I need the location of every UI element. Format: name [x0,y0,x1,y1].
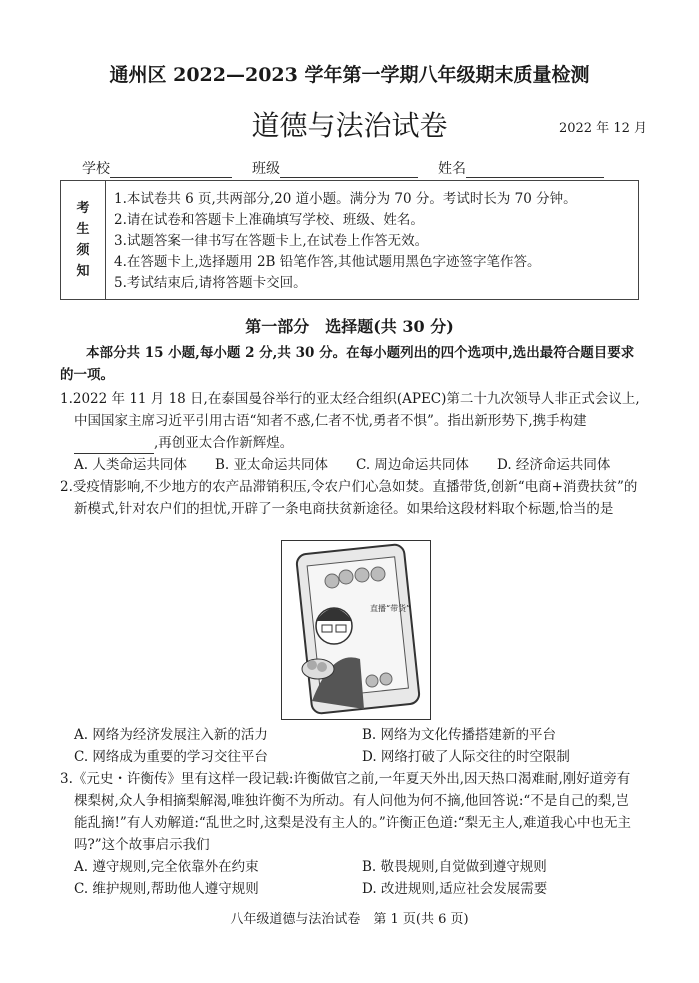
option-c: C. 网络成为重要的学习交往平台 [74,749,268,765]
livestream-illustration [281,540,431,720]
school-field[interactable] [82,158,232,178]
option-d: D. 经济命运共同体 [497,457,611,473]
notice-item: 5.考试结束后,请将答题卡交回。 [114,275,307,291]
question-1 [60,388,640,476]
exam-notice-box [60,180,639,300]
class-label: 班级 [252,161,280,177]
notice-label-char: 须 [76,243,90,258]
notice-items [106,181,577,299]
question-2-stem: 2.受疫情影响,不少地方的农产品滞销积压,令农户们心急如焚。直播带货,创新“电商+消费扶贫”的新模式,针对农户们的担忧,开辟了一条电商扶贫新途径。如果给这段材料取个标题,恰当的是 [60,479,638,517]
notice-label-char: 知 [76,264,90,279]
option-a: A. 遵守规则,完全依靠外在约束 [74,859,259,875]
notice-label-char: 考 [76,201,90,216]
option-d: D. 网络打破了人际交往的时空限制 [362,749,570,765]
option-c: C. 维护规则,帮助他人遵守规则 [74,881,259,897]
question-2 [60,476,640,520]
name-label: 姓名 [438,161,466,177]
question-2-options [60,724,640,768]
notice-item: 1.本试卷共 6 页,共两部分,20 道小题。满分为 70 分。考试时长为 70 分钟。 [114,191,577,207]
option-a: A. 人类命运共同体 [74,457,187,473]
notice-item: 2.请在试卷和答题卡上准确填写学校、班级、姓名。 [114,212,424,228]
option-c: C. 周边命运共同体 [356,457,469,473]
section-intro: 本部分共 15 小题,每小题 2 分,共 30 分。在每小题列出的四个选项中,选出最符合题目要求的一项。 [60,345,635,383]
illustration-caption: 直播“带货” [370,604,411,613]
section-title: 第一部分 选择题(共 30 分) [245,317,454,336]
notice-item: 4.在答题卡上,选择题用 2B 铅笔作答,其他试题用黑色字迹签字笔作答。 [114,254,541,270]
answer-blank [74,439,154,454]
option-b: B. 敬畏规则,自觉做到遵守规则 [362,859,547,875]
notice-label [61,181,106,299]
phone-illustration-icon [282,541,430,719]
exam-title: 通州区 2022—2023 学年第一学期八年级期末质量检测 [109,64,590,86]
option-d: D. 改进规则,适应社会发展需要 [362,881,548,897]
option-b: B. 网络为文化传播搭建新的平台 [362,727,557,743]
notice-item: 3.试题答案一律书写在答题卡上,在试卷上作答无效。 [114,233,429,249]
question-1-stem-tail: ,再创亚太合作新辉煌。 [154,435,294,451]
class-field[interactable] [252,158,418,178]
exam-subtitle: 道德与法治试卷 [251,109,448,142]
question-1-stem: 1.2022 年 11 月 18 日,在泰国曼谷举行的亚太经合组织(APEC)第二十九次领导人非正式会议上,中国国家主席习近平引用古语“知者不惑,仁者不忧,勇者不惧”。指出新形势下,携手构建 [60,391,640,429]
school-label: 学校 [82,161,110,177]
student-info-fields [82,158,620,178]
option-b: B. 亚太命运共同体 [215,457,329,473]
page-footer: 八年级道德与法治试卷 第 1 页(共 6 页) [230,912,469,927]
option-a: A. 网络为经济发展注入新的活力 [74,727,268,743]
exam-date: 2022 年 12 月 [558,121,647,136]
notice-label-char: 生 [76,222,90,237]
question-3 [60,768,640,900]
name-field[interactable] [438,158,604,178]
question-3-stem: 3.《元史・许衡传》里有这样一段记载:许衡做官之前,一年夏天外出,因天热口渴难耐,刚好道旁有棵梨树,众人争相摘梨解渴,唯独许衡不为所动。有人问他为何不摘,他回答说:“不是自己的梨,岂能乱摘!”有人劝解道:“乱世之时,这梨是没有主人的。”许衡正色道:“梨无主人,难道我心中也无主吗?”这个故事启示我们 [60,771,631,853]
